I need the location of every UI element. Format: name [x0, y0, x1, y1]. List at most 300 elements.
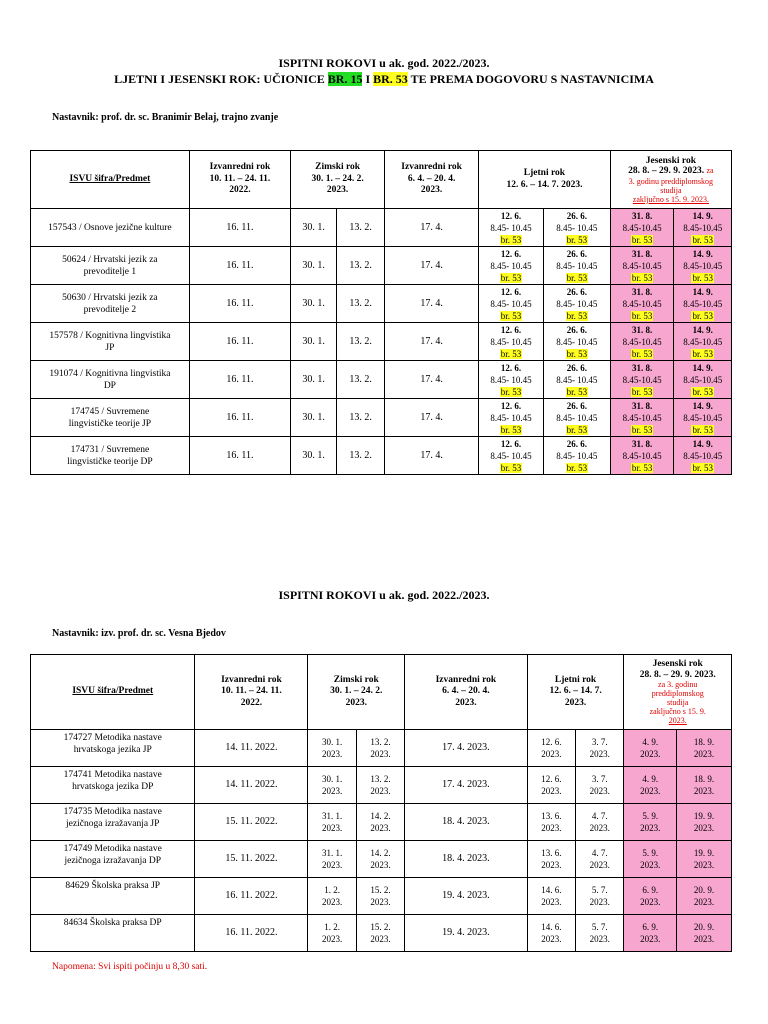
date-cell-je1 — [624, 804, 677, 841]
date-cell-izv2 — [385, 399, 479, 437]
slot-cell-je1 — [610, 209, 674, 247]
date-cell-lj2 — [576, 878, 624, 915]
subject-cell — [31, 209, 190, 247]
date-year: 2023. — [693, 749, 715, 759]
table-row — [31, 915, 732, 952]
slot-date: 14. 9. — [692, 286, 713, 297]
subject-line: prevoditelje 2 — [83, 304, 137, 315]
subject-line: 174749 Metodika nastave — [63, 844, 162, 854]
date-cell-je1 — [624, 878, 677, 915]
date-cell-izv2 — [405, 915, 528, 952]
date-year: 2023. — [589, 934, 610, 944]
date-cell-z2 — [356, 878, 404, 915]
date-cell-z2 — [356, 730, 404, 767]
date-day: 15. 2. — [370, 885, 391, 895]
slot-time: 8.45- 10.45 — [490, 298, 532, 309]
date-cell-lj1 — [527, 878, 575, 915]
header-zimski: Zimski rok 30. 1. – 24. 2. 2023. — [291, 151, 385, 209]
header-izvanredni-1: Izvanredni rok 10. 11. – 24. 11. 2022. — [195, 655, 308, 730]
slot-room-wrap — [544, 386, 610, 398]
date-cell-z2 — [356, 804, 404, 841]
date-day: 3. 7. — [591, 737, 608, 747]
date-value: 19. 4. 2023. — [442, 927, 490, 938]
slot-date: 12. 6. — [500, 248, 522, 259]
slot-time: 8.45- 10.45 — [556, 450, 598, 461]
date-value: 30. 1. — [302, 449, 325, 461]
section2-exam-table — [30, 654, 732, 952]
date-day: 1. 2. — [324, 885, 340, 895]
slot-room: br. 53 — [500, 234, 522, 245]
table-row — [31, 730, 732, 767]
subject-line: 50630 / Hrvatski jezik za — [62, 292, 158, 303]
date-cell-je2 — [677, 878, 732, 915]
slot-cell-lj2 — [543, 285, 610, 323]
date-value: 14. 11. 2022. — [225, 779, 278, 790]
date-year: 2023. — [589, 749, 610, 759]
date-value: 17. 4. 2023. — [442, 742, 490, 753]
slot-date: 31. 8. — [631, 210, 653, 221]
table-header-row — [31, 655, 732, 730]
date-value: 17. 4. — [420, 411, 443, 423]
subject-line: jezičnoga izražavanja JP — [66, 819, 160, 829]
date-year: 2023. — [693, 934, 715, 944]
date-cell-izv2 — [405, 878, 528, 915]
section1-subtitle: LJETNI I JESENSKI ROK: UČIONICE BR. 15 I BR. 53 TE PREMA DOGOVORU S NASTAVNICIMA — [114, 72, 654, 86]
date-year: 2023. — [640, 897, 661, 907]
slot-room: br. 53 — [500, 386, 522, 397]
date-year: 2023. — [370, 786, 391, 796]
date-day: 15. 2. — [370, 922, 391, 932]
subject-cell — [31, 841, 195, 878]
date-value: 30. 1. — [302, 221, 325, 233]
slot-time: 8.45- 10.45 — [556, 412, 598, 423]
date-cell-z1 — [291, 399, 337, 437]
table-row — [31, 361, 732, 399]
slot-date: 12. 6. — [500, 400, 522, 411]
date-year: 2023. — [370, 823, 391, 833]
slot-time: 8.45-10.45 — [683, 260, 723, 271]
date-cell-z1 — [291, 437, 337, 475]
date-year: 2023. — [541, 786, 562, 796]
slot-date: 14. 9. — [692, 248, 713, 259]
header-jesenski: Jesenski rok 28. 8. – 29. 9. 2023. za 3. godinu preddiplomskog studija zaključno s 15. 9. 2023. — [624, 655, 732, 730]
header-ljetni: Ljetni rok 12. 6. – 14. 7. 2023. — [479, 151, 611, 209]
subject-line: 174731 / Suvremene — [70, 444, 150, 455]
date-cell-izv1 — [195, 804, 308, 841]
slot-cell-lj1 — [479, 361, 544, 399]
section2-teacher: Nastavnik: izv. prof. dr. sc. Vesna Bjedov — [52, 628, 226, 639]
slot-room: br. 53 — [631, 462, 653, 473]
slot-date: 31. 8. — [631, 362, 653, 373]
date-day: 5. 9. — [642, 848, 659, 858]
slot-cell-je1 — [610, 247, 674, 285]
slot-room-wrap — [479, 462, 543, 474]
slot-room: br. 53 — [692, 348, 713, 359]
slot-room-wrap — [611, 272, 674, 284]
date-value: 15. 11. 2022. — [225, 853, 278, 864]
slot-room: br. 53 — [500, 272, 522, 283]
date-cell-lj2 — [576, 804, 624, 841]
date-cell-izv2 — [405, 767, 528, 804]
subject-line: 84629 Školska praksa JP — [65, 881, 161, 891]
date-cell-je2 — [677, 767, 732, 804]
table-row — [31, 247, 732, 285]
date-cell-izv2 — [385, 209, 479, 247]
slot-room: br. 53 — [566, 348, 588, 359]
slot-date: 26. 6. — [566, 248, 587, 259]
date-cell-lj1 — [527, 841, 575, 878]
slot-room: br. 53 — [500, 424, 522, 435]
slot-room: br. 53 — [500, 348, 522, 359]
date-cell-je2 — [677, 804, 732, 841]
slot-room: br. 53 — [692, 462, 713, 473]
date-day: 30. 1. — [321, 737, 343, 747]
slot-time: 8.45-10.45 — [683, 450, 723, 461]
slot-room: br. 53 — [566, 234, 588, 245]
slot-cell-je2 — [674, 209, 732, 247]
date-cell-izv1 — [189, 361, 290, 399]
slot-date: 26. 6. — [566, 324, 587, 335]
date-year: 2023. — [640, 786, 661, 796]
slot-cell-je2 — [674, 399, 732, 437]
date-year: 2023. — [541, 934, 562, 944]
slot-cell-lj1 — [479, 399, 544, 437]
slot-time: 8.45-10.45 — [622, 298, 662, 309]
slot-time: 8.45-10.45 — [683, 222, 723, 233]
date-year: 2023. — [640, 934, 661, 944]
date-year: 2023. — [541, 860, 562, 870]
date-year: 2023. — [370, 934, 391, 944]
date-day: 6. 9. — [642, 922, 659, 932]
date-day: 12. 6. — [541, 737, 562, 747]
subject-line: jezičnoga izražavanja DP — [64, 856, 161, 866]
header-subject: ISVU šifra/Predmet — [31, 655, 195, 730]
slot-cell-je1 — [610, 285, 674, 323]
date-day: 5. 9. — [642, 811, 659, 821]
date-value: 13. 2. — [349, 449, 372, 461]
slot-cell-je2 — [674, 285, 732, 323]
date-value: 19. 4. 2023. — [442, 890, 490, 901]
date-day: 19. 9. — [693, 811, 715, 821]
date-value: 15. 11. 2022. — [225, 816, 278, 827]
subject-cell — [31, 399, 190, 437]
slot-cell-lj2 — [543, 361, 610, 399]
table-row — [31, 841, 732, 878]
slot-time: 8.45-10.45 — [622, 260, 662, 271]
slot-time: 8.45- 10.45 — [490, 450, 532, 461]
subject-line: 191074 / Kognitivna lingvistika — [49, 368, 171, 379]
date-cell-izv2 — [405, 841, 528, 878]
date-year: 2023. — [541, 823, 562, 833]
slot-date: 12. 6. — [500, 324, 522, 335]
date-value: 13. 2. — [349, 373, 372, 385]
slot-room-wrap — [674, 272, 731, 284]
slot-time: 8.45-10.45 — [683, 412, 723, 423]
slot-time: 8.45- 10.45 — [490, 260, 532, 271]
slot-cell-je1 — [610, 323, 674, 361]
subject-cell — [31, 767, 195, 804]
date-value: 16. 11. — [226, 297, 254, 309]
subject-line: 50624 / Hrvatski jezik za — [62, 254, 158, 265]
date-day: 18. 9. — [693, 774, 715, 784]
subject-line: lingvističke teorije JP — [68, 418, 152, 429]
slot-cell-lj2 — [543, 209, 610, 247]
slot-date: 12. 6. — [500, 362, 522, 373]
date-value: 17. 4. — [420, 259, 443, 271]
date-cell-izv2 — [385, 437, 479, 475]
slot-room: br. 53 — [500, 310, 522, 321]
slot-room: br. 53 — [631, 234, 653, 245]
subject-line: hrvatskoga jezika DP — [72, 782, 154, 792]
header-izvanredni-1: Izvanredni rok 10. 11. – 24. 11. 2022. — [189, 151, 290, 209]
date-value: 17. 4. — [420, 221, 443, 233]
date-cell-je1 — [624, 915, 677, 952]
slot-room: br. 53 — [692, 424, 713, 435]
date-cell-izv1 — [195, 730, 308, 767]
subject-cell — [31, 437, 190, 475]
date-day: 13. 2. — [370, 774, 391, 784]
slot-time: 8.45-10.45 — [683, 298, 723, 309]
date-day: 13. 6. — [541, 811, 562, 821]
date-cell-z1 — [291, 247, 337, 285]
date-value: 18. 4. 2023. — [442, 816, 490, 827]
slot-time: 8.45- 10.45 — [490, 374, 532, 385]
slot-cell-je1 — [610, 361, 674, 399]
date-year: 2023. — [321, 934, 343, 944]
date-cell-izv1 — [189, 437, 290, 475]
table-row — [31, 285, 732, 323]
date-cell-izv2 — [385, 361, 479, 399]
section2-title: ISPITNI ROKOVI u ak. god. 2022./2023. — [278, 588, 490, 602]
date-cell-izv1 — [195, 878, 308, 915]
date-value: 13. 2. — [349, 297, 372, 309]
date-day: 6. 9. — [642, 885, 659, 895]
slot-room: br. 53 — [566, 386, 588, 397]
slot-time: 8.45- 10.45 — [556, 298, 598, 309]
date-cell-z2 — [356, 767, 404, 804]
date-cell-lj1 — [527, 915, 575, 952]
slot-date: 26. 6. — [566, 286, 587, 297]
slot-room-wrap — [674, 310, 731, 322]
date-day: 18. 9. — [693, 737, 715, 747]
date-cell-z1 — [308, 878, 356, 915]
date-year: 2023. — [589, 786, 610, 796]
slot-date: 31. 8. — [631, 438, 653, 449]
date-value: 13. 2. — [349, 259, 372, 271]
slot-room-wrap — [479, 272, 543, 284]
subject-line: JP — [105, 342, 115, 353]
date-day: 31. 1. — [321, 811, 343, 821]
slot-cell-lj2 — [543, 437, 610, 475]
date-cell-z1 — [308, 915, 356, 952]
subject-line: 157543 / Osnove jezične kulture — [48, 222, 172, 233]
table-row — [31, 323, 732, 361]
subject-line: 157578 / Kognitivna lingvistika — [49, 330, 171, 341]
slot-cell-lj2 — [543, 247, 610, 285]
date-day: 13. 6. — [541, 848, 562, 858]
slot-room-wrap — [544, 234, 610, 246]
date-cell-je2 — [677, 915, 732, 952]
slot-date: 31. 8. — [631, 400, 653, 411]
date-value: 17. 4. — [420, 449, 443, 461]
slot-room-wrap — [611, 462, 674, 474]
date-day: 20. 9. — [693, 885, 715, 895]
table-row — [31, 878, 732, 915]
date-year: 2023. — [589, 860, 610, 870]
slot-room-wrap — [479, 348, 543, 360]
date-value: 17. 4. — [420, 335, 443, 347]
section1-teacher: Nastavnik: prof. dr. sc. Branimir Belaj, trajno zvanje — [52, 112, 279, 123]
date-value: 16. 11. 2022. — [225, 890, 278, 901]
slot-time: 8.45- 10.45 — [490, 222, 532, 233]
date-cell-z2 — [337, 209, 385, 247]
date-cell-je2 — [677, 730, 732, 767]
date-value: 16. 11. — [226, 411, 254, 423]
slot-date: 14. 9. — [692, 400, 713, 411]
slot-room: br. 53 — [692, 234, 713, 245]
date-value: 30. 1. — [302, 297, 325, 309]
date-value: 18. 4. 2023. — [442, 853, 490, 864]
date-cell-z1 — [308, 841, 356, 878]
date-year: 2023. — [321, 749, 343, 759]
date-year: 2023. — [693, 897, 715, 907]
date-cell-z2 — [337, 323, 385, 361]
header-zimski: Zimski rok 30. 1. – 24. 2. 2023. — [308, 655, 405, 730]
date-year: 2023. — [640, 823, 661, 833]
slot-time: 8.45- 10.45 — [490, 336, 532, 347]
date-day: 4. 7. — [591, 811, 608, 821]
slot-cell-je1 — [610, 399, 674, 437]
date-day: 14. 2. — [370, 811, 391, 821]
subject-cell — [31, 804, 195, 841]
date-value: 17. 4. 2023. — [442, 779, 490, 790]
slot-date: 26. 6. — [566, 438, 587, 449]
date-year: 2023. — [640, 860, 661, 870]
slot-room-wrap — [479, 310, 543, 322]
date-year: 2023. — [370, 749, 391, 759]
date-cell-izv1 — [189, 323, 290, 361]
date-year: 2023. — [693, 823, 715, 833]
slot-room: br. 53 — [631, 348, 653, 359]
slot-time: 8.45-10.45 — [622, 222, 662, 233]
slot-cell-lj1 — [479, 209, 544, 247]
slot-room-wrap — [544, 348, 610, 360]
slot-date: 26. 6. — [566, 400, 587, 411]
date-day: 3. 7. — [591, 774, 608, 784]
date-day: 4. 9. — [642, 737, 659, 747]
slot-cell-je1 — [610, 437, 674, 475]
date-year: 2023. — [370, 897, 391, 907]
date-cell-z1 — [291, 323, 337, 361]
date-year: 2023. — [693, 786, 715, 796]
table-row — [31, 437, 732, 475]
slot-room: br. 53 — [631, 272, 653, 283]
date-cell-z1 — [308, 767, 356, 804]
date-year: 2023. — [589, 823, 610, 833]
slot-cell-je2 — [674, 361, 732, 399]
date-value: 13. 2. — [349, 411, 372, 423]
slot-room-wrap — [544, 424, 610, 436]
subject-cell — [31, 878, 195, 915]
date-cell-z2 — [356, 915, 404, 952]
slot-room: br. 53 — [631, 310, 653, 321]
slot-cell-lj2 — [543, 323, 610, 361]
date-cell-izv1 — [195, 841, 308, 878]
date-year: 2023. — [321, 786, 343, 796]
slot-date: 14. 9. — [692, 438, 713, 449]
subject-cell — [31, 915, 195, 952]
table-header-row — [31, 151, 732, 209]
date-value: 30. 1. — [302, 335, 325, 347]
date-value: 17. 4. — [420, 297, 443, 309]
slot-date: 14. 9. — [692, 210, 713, 221]
slot-time: 8.45-10.45 — [683, 374, 723, 385]
slot-room-wrap — [611, 348, 674, 360]
date-year: 2023. — [321, 823, 343, 833]
date-day: 5. 7. — [591, 885, 608, 895]
date-cell-z2 — [337, 399, 385, 437]
date-value: 30. 1. — [302, 411, 325, 423]
slot-room-wrap — [479, 386, 543, 398]
date-cell-lj1 — [527, 767, 575, 804]
slot-room-wrap — [479, 424, 543, 436]
date-year: 2023. — [541, 897, 562, 907]
date-cell-je2 — [677, 841, 732, 878]
slot-date: 12. 6. — [500, 286, 522, 297]
subject-cell — [31, 323, 190, 361]
date-value: 16. 11. 2022. — [225, 927, 278, 938]
slot-room-wrap — [544, 462, 610, 474]
date-day: 14. 2. — [370, 848, 391, 858]
date-day: 5. 7. — [591, 922, 608, 932]
date-day: 4. 9. — [642, 774, 659, 784]
date-value: 16. 11. — [226, 373, 254, 385]
date-value: 16. 11. — [226, 335, 254, 347]
date-year: 2023. — [589, 897, 610, 907]
date-cell-z1 — [291, 209, 337, 247]
date-cell-lj2 — [576, 730, 624, 767]
date-year: 2023. — [541, 749, 562, 759]
subject-line: 174727 Metodika nastave — [63, 733, 162, 743]
slot-cell-lj2 — [543, 399, 610, 437]
table-row — [31, 399, 732, 437]
date-cell-izv1 — [195, 915, 308, 952]
date-value: 16. 11. — [226, 259, 254, 271]
date-cell-izv2 — [405, 804, 528, 841]
date-cell-lj2 — [576, 915, 624, 952]
slot-room-wrap — [544, 310, 610, 322]
date-year: 2023. — [321, 897, 343, 907]
date-day: 19. 9. — [693, 848, 715, 858]
date-cell-je1 — [624, 730, 677, 767]
date-day: 31. 1. — [321, 848, 343, 858]
date-cell-izv1 — [195, 767, 308, 804]
date-cell-izv1 — [189, 285, 290, 323]
slot-time: 8.45- 10.45 — [556, 336, 598, 347]
slot-date: 12. 6. — [500, 210, 522, 221]
slot-date: 14. 9. — [692, 362, 713, 373]
subject-line: DP — [103, 380, 116, 391]
slot-cell-lj1 — [479, 323, 544, 361]
date-cell-izv2 — [405, 730, 528, 767]
slot-time: 8.45-10.45 — [622, 412, 662, 423]
section1-exam-table — [30, 150, 732, 475]
slot-room: br. 53 — [692, 386, 713, 397]
date-value: 16. 11. — [226, 221, 254, 233]
slot-date: 31. 8. — [631, 324, 653, 335]
date-year: 2023. — [321, 860, 343, 870]
date-year: 2023. — [370, 860, 391, 870]
